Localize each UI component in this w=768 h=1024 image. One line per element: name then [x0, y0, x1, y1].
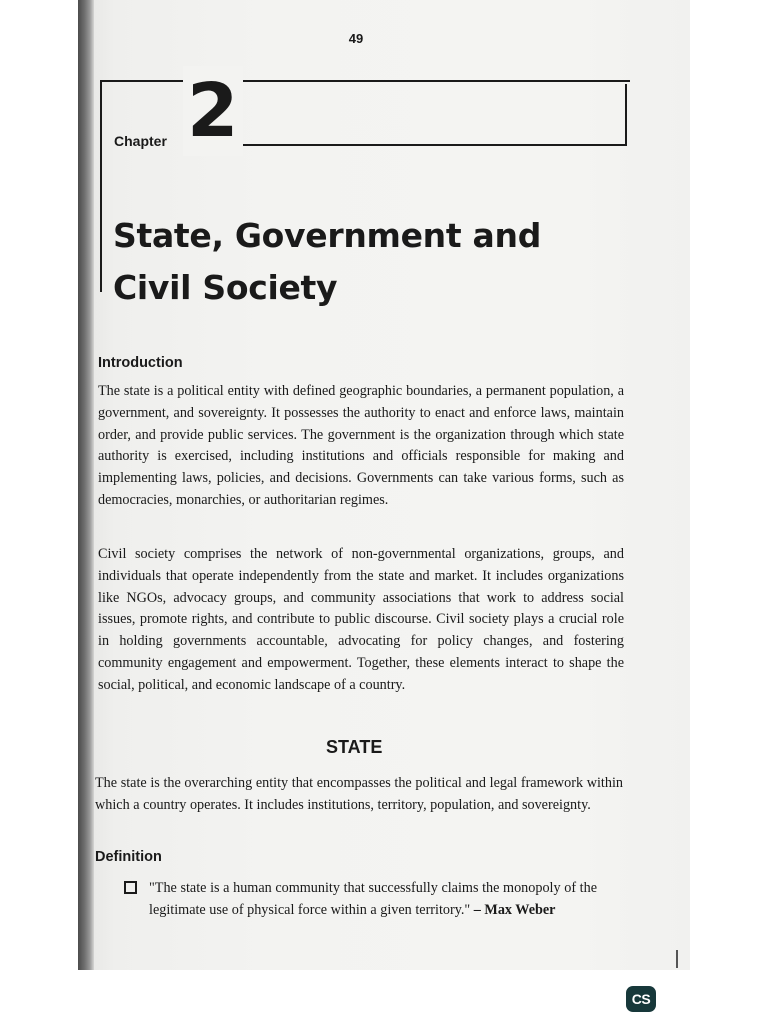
page-number: 49 [348, 31, 364, 46]
chapter-number: 2 [183, 66, 243, 156]
quote-attribution: – Max Weber [470, 902, 556, 918]
book-spine-shadow [78, 0, 94, 970]
chapter-rule [228, 144, 627, 146]
introduction-heading: Introduction [98, 355, 183, 371]
checkbox-bullet-icon [124, 881, 137, 894]
introduction-paragraph-1: The state is a political entity with defined geographic boundaries, a permanent population, a government, and sovereignty. It possesses the authority to enact and enforce laws, maintain order, and provide public services. The government is the organization through which state authority is exercised, including institutions and officials responsible for making and implementing laws, policies, and decisions. Governments can take various forms, such as democracies, monarchies, or authoritarian regimes. [98, 383, 624, 508]
chapter-frame-right-edge [625, 84, 627, 146]
chapter-title [113, 210, 613, 314]
chapter-title-line-1: State, Government and [113, 216, 542, 255]
definition-quote [149, 877, 597, 921]
chapter-title-line-2: Civil Society [113, 268, 338, 307]
introduction-paragraph-2: Civil society comprises the network of non-governmental organizations, groups, and individuals that operate independently from the state and market. It includes organizations like NGOs, advocacy groups, and community associations that work to address social issues, promote rights, and contribute to public discourse. Civil society plays a crucial role in holding governments accountable, advocating for policy changes, and fostering community engagement and empowerment. Together, these elements interact to shape the social, political, and economic landscape of a country. [98, 546, 624, 693]
state-paragraph: The state is the overarching entity that encompasses the political and legal framework within which a country operates. It includes institutions, territory, population, and sovereignty. [95, 775, 623, 813]
camscanner-logo-icon: CS [626, 986, 656, 1012]
definition-heading: Definition [95, 849, 162, 865]
chapter-label: Chapter [114, 133, 167, 149]
page-edge-mark [676, 950, 678, 968]
quote-text: "The state is a human community that successfully claims the monopoly of the legitimate use of physical force within a given territory." [149, 880, 597, 918]
state-heading: STATE [326, 737, 383, 757]
